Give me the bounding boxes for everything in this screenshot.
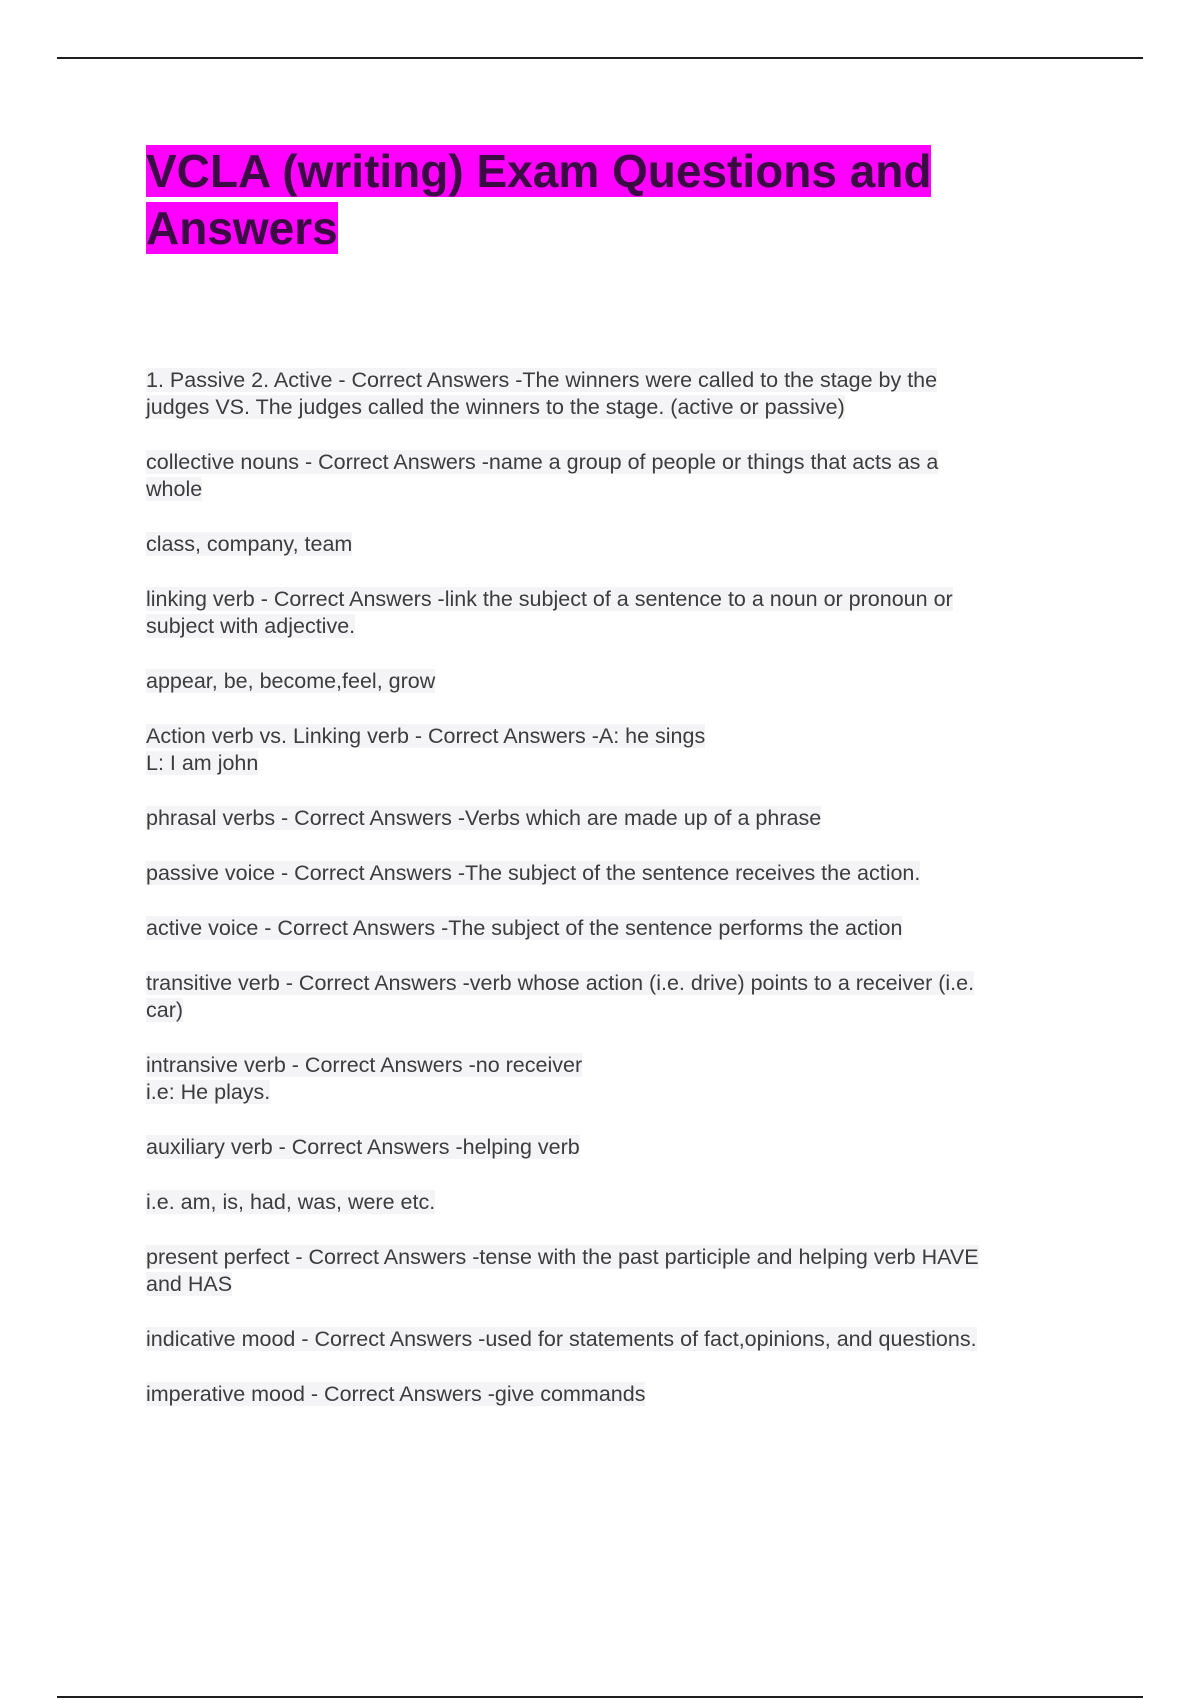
qa-entry-text: i.e: He plays.	[146, 1080, 271, 1104]
qa-entry-line	[146, 476, 1096, 503]
qa-entry	[146, 1381, 1096, 1408]
qa-entry-line	[146, 1052, 1096, 1079]
title-line-2: Answers	[146, 202, 338, 254]
qa-entry-text: subject with adjective.	[146, 614, 356, 638]
qa-entry	[146, 1189, 1096, 1216]
top-divider	[57, 57, 1143, 59]
qa-entry-text: Action verb vs. Linking verb - Correct Answers -A: he sings	[146, 724, 706, 748]
qa-entry-text: passive voice - Correct Answers -The subject of the sentence receives the action.	[146, 861, 921, 885]
qa-entry-line	[146, 367, 1096, 394]
qa-entry	[146, 723, 1096, 777]
qa-entry-line	[146, 860, 1096, 887]
qa-entry-text: class, company, team	[146, 532, 353, 556]
qa-entry	[146, 1244, 1096, 1298]
qa-entry-text: 1. Passive 2. Active - Correct Answers -The winners were called to the stage by the	[146, 368, 938, 392]
qa-entry-line	[146, 613, 1096, 640]
qa-entry	[146, 367, 1096, 421]
qa-entry-text: car)	[146, 998, 184, 1022]
qa-entry-line	[146, 970, 1096, 997]
qa-entry-text: phrasal verbs - Correct Answers -Verbs which are made up of a phrase	[146, 806, 822, 830]
qa-entry	[146, 1134, 1096, 1161]
qa-entry-text: intransive verb - Correct Answers -no receiver	[146, 1053, 583, 1077]
qa-entry-text: and HAS	[146, 1272, 233, 1296]
qa-entry-line	[146, 668, 1096, 695]
qa-entry-line	[146, 1189, 1096, 1216]
qa-entry-text: collective nouns - Correct Answers -name a group of people or things that acts as a	[146, 450, 939, 474]
qa-entry-text: L: I am john	[146, 751, 259, 775]
qa-entry-line	[146, 1326, 1096, 1353]
qa-entry	[146, 805, 1096, 832]
qa-entry-line	[146, 586, 1096, 613]
qa-entry	[146, 449, 1096, 503]
qa-entry-line	[146, 1381, 1096, 1408]
qa-entry-text: judges VS. The judges called the winners to the stage. (active or passive)	[146, 395, 845, 419]
qa-entry-line	[146, 1134, 1096, 1161]
qa-entry	[146, 531, 1096, 558]
qa-entry-text: linking verb - Correct Answers -link the subject of a sentence to a noun or pronoun or	[146, 587, 953, 611]
qa-entry-text: imperative mood - Correct Answers -give commands	[146, 1382, 646, 1406]
qa-entry-line	[146, 531, 1096, 558]
qa-entry-text: indicative mood - Correct Answers -used for statements of fact,opinions, and questions.	[146, 1327, 977, 1351]
qa-entry	[146, 1052, 1096, 1106]
qa-entry-line	[146, 723, 1096, 750]
qa-entry-line	[146, 1244, 1096, 1271]
bottom-divider	[57, 1696, 1143, 1698]
qa-entry-text: i.e. am, is, had, was, were etc.	[146, 1190, 436, 1214]
qa-entry-text: transitive verb - Correct Answers -verb whose action (i.e. drive) points to a receiver (i.e.	[146, 971, 975, 995]
qa-entry-line	[146, 997, 1096, 1024]
qa-entry	[146, 970, 1096, 1024]
qa-entry-text: present perfect - Correct Answers -tense with the past participle and helping verb HAVE	[146, 1245, 979, 1269]
qa-entry	[146, 860, 1096, 887]
qa-entry-line	[146, 915, 1096, 942]
qa-entry	[146, 1326, 1096, 1353]
qa-entry-line	[146, 394, 1096, 421]
qa-entry	[146, 586, 1096, 640]
qa-list	[146, 367, 1096, 1436]
qa-entry-text: active voice - Correct Answers -The subject of the sentence performs the action	[146, 916, 903, 940]
qa-entry-line	[146, 750, 1096, 777]
qa-entry-text: appear, be, become,feel, grow	[146, 669, 436, 693]
qa-entry-line	[146, 1079, 1096, 1106]
qa-entry-line	[146, 449, 1096, 476]
qa-entry-line	[146, 1271, 1096, 1298]
qa-entry-line	[146, 805, 1096, 832]
qa-entry	[146, 668, 1096, 695]
qa-entry-text: auxiliary verb - Correct Answers -helping verb	[146, 1135, 580, 1159]
title-line-1: VCLA (writing) Exam Questions and	[146, 145, 932, 197]
document-title	[146, 143, 1046, 257]
qa-entry-text: whole	[146, 477, 203, 501]
qa-entry	[146, 915, 1096, 942]
